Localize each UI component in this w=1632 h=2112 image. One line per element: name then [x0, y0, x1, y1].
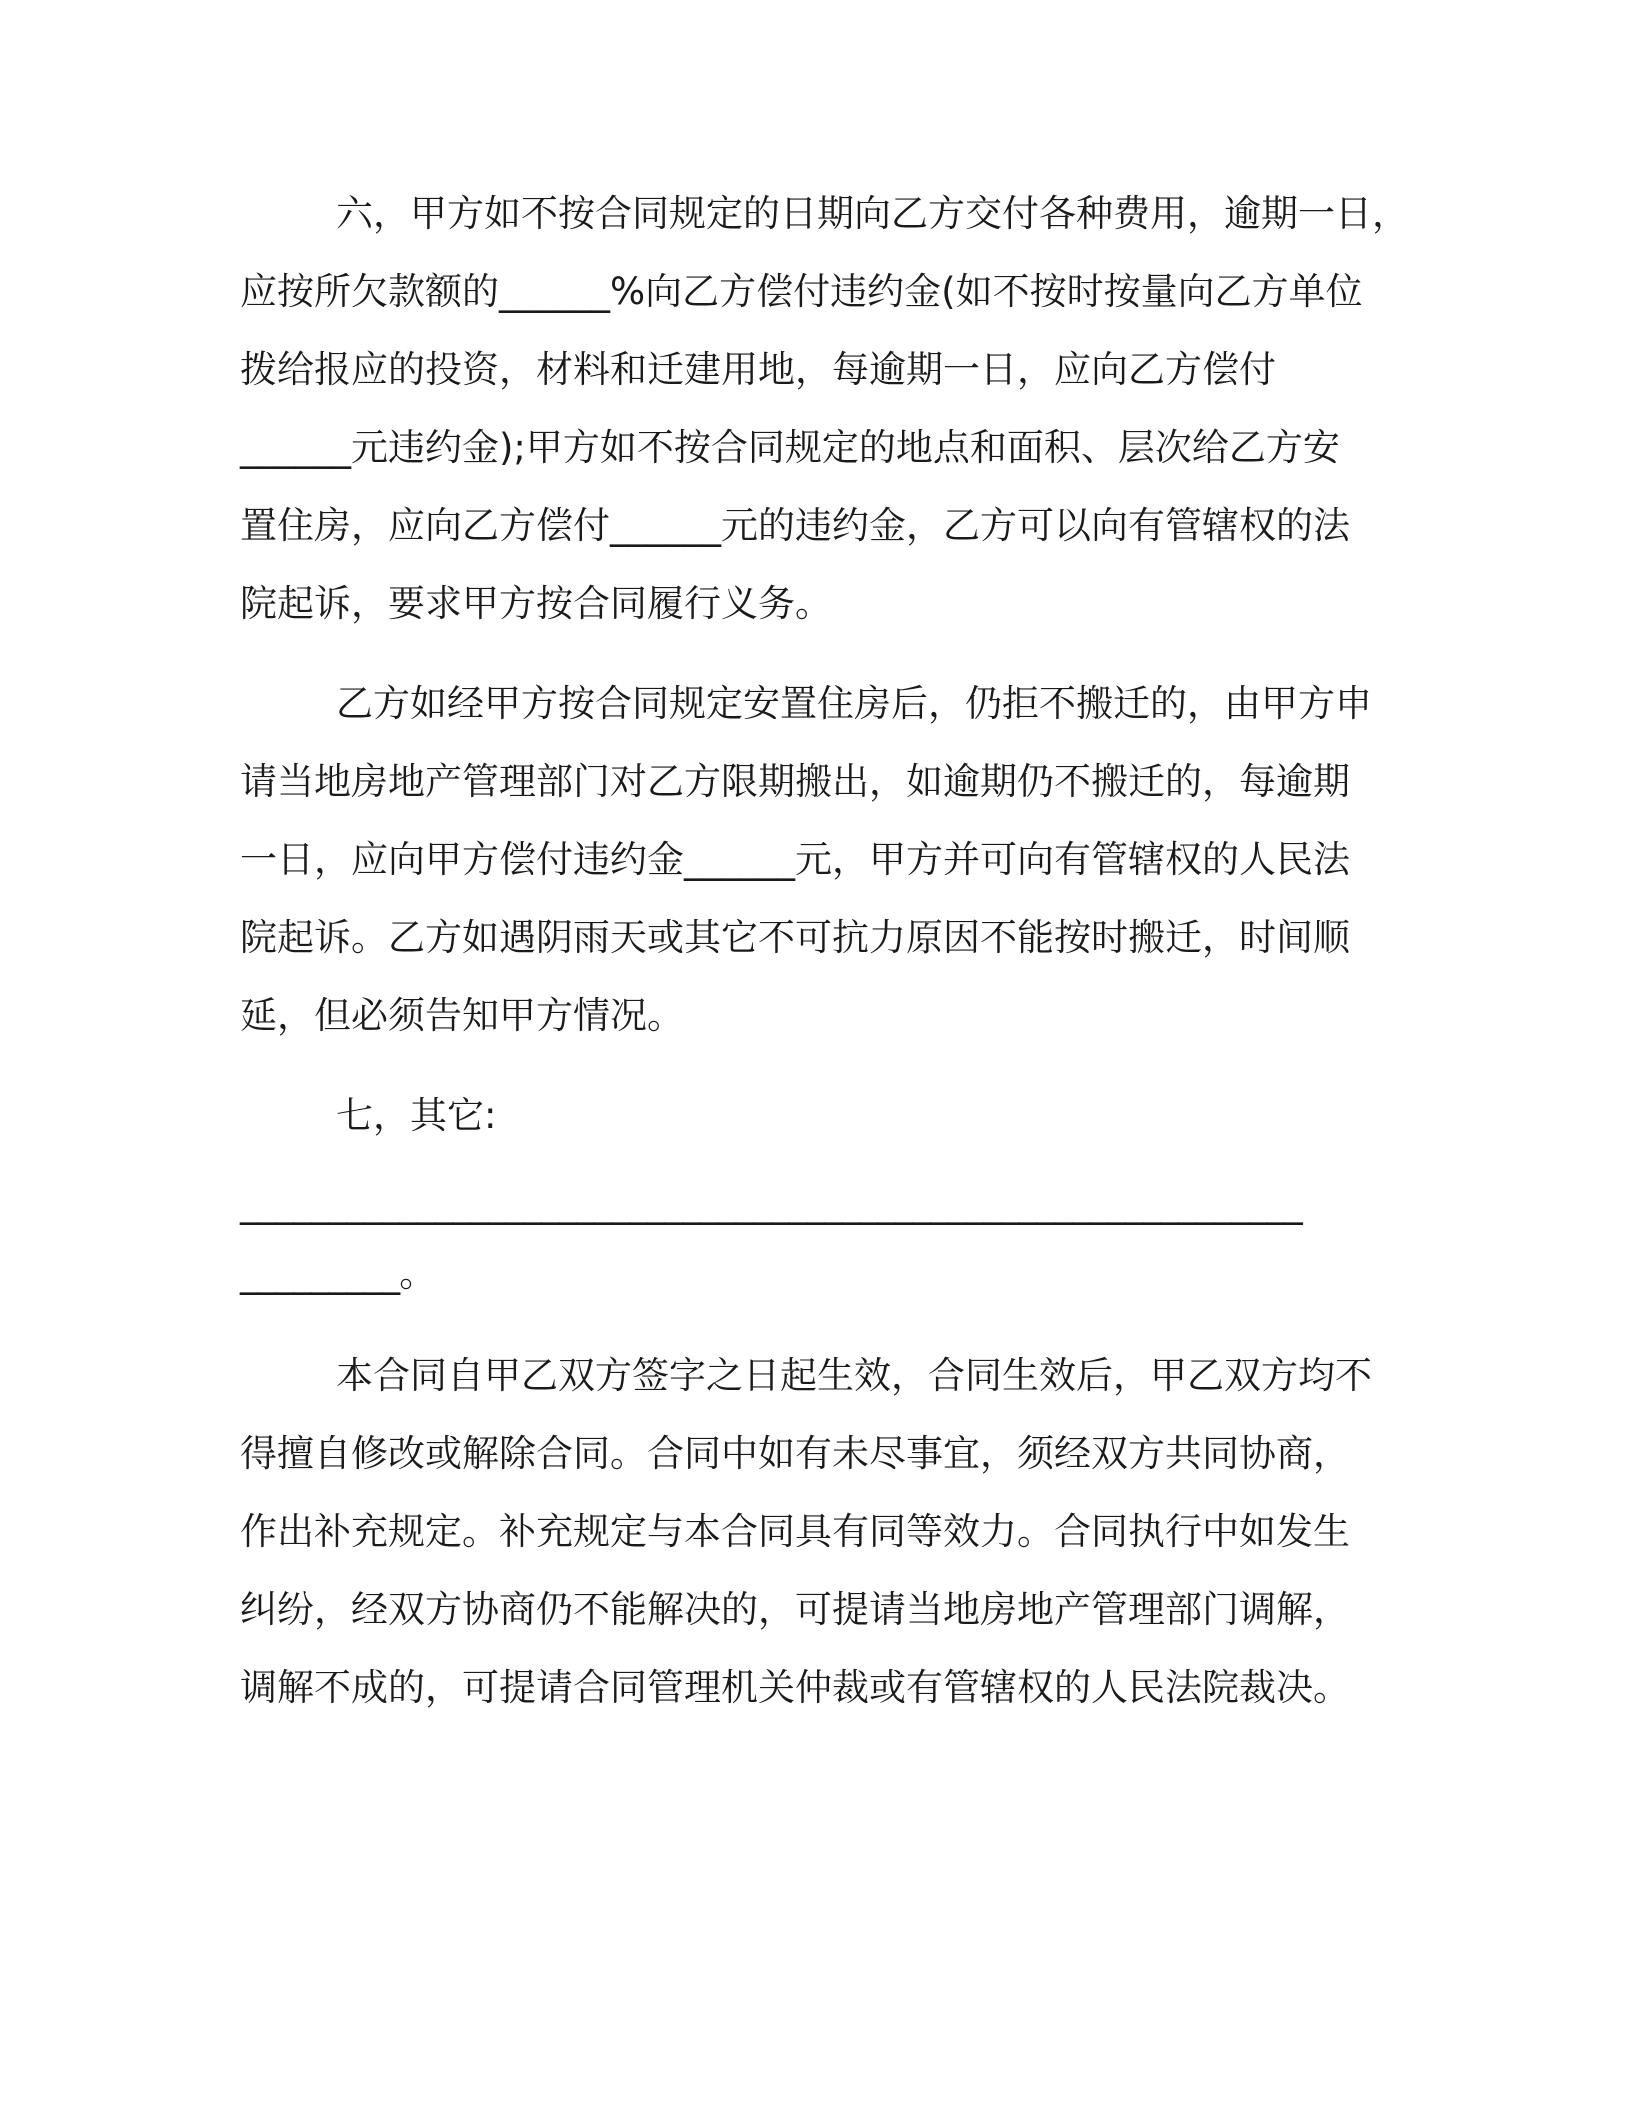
text-line: 置住房，应向乙方偿付______元的违约金，乙方可以向有管辖权的法 — [240, 504, 1350, 547]
text-line: 请当地房地产管理部门对乙方限期搬出，如逾期仍不搬迁的，每逾期 — [240, 760, 1350, 803]
text-line: 拨给报应的投资，材料和迁建用地，每逾期一日，应向乙方偿付 — [240, 348, 1276, 391]
text-line: 六，甲方如不按合同规定的日期向乙方交付各种费用，逾期一日， — [336, 192, 1409, 235]
blank-line: _________。 — [240, 1252, 436, 1295]
text-line: 得擅自修改或解除合同。合同中如有未尽事宜，须经双方共同协商， — [240, 1432, 1350, 1475]
text-line: ______元违约金);甲方如不按合同规定的地点和面积、层次给乙方安 — [240, 426, 1340, 469]
text-line: 应按所欠款额的______%向乙方偿付违约金(如不按时按量向乙方单位 — [240, 270, 1363, 313]
text-line: 一日，应向甲方偿付违约金______元，甲方并可向有管辖权的人民法 — [240, 838, 1350, 881]
text-line: 调解不成的，可提请合同管理机关仲裁或有管辖权的人民法院裁决。 — [240, 1666, 1350, 1709]
section-heading: 七，其它: — [336, 1094, 497, 1137]
blank-line: ____________________________________________________________ — [240, 1182, 1303, 1225]
text-line: 本合同自甲乙双方签字之日起生效，合同生效后，甲乙双方均不 — [336, 1354, 1372, 1397]
text-line: 乙方如经甲方按合同规定安置住房后，仍拒不搬迁的，由甲方申 — [336, 682, 1372, 725]
text-line: 作出补充规定。补充规定与本合同具有同等效力。合同执行中如发生 — [240, 1510, 1350, 1553]
text-line: 纠纷，经双方协商仍不能解决的，可提请当地房地产管理部门调解， — [240, 1588, 1350, 1631]
text-line: 院起诉。乙方如遇阴雨天或其它不可抗力原因不能按时搬迁，时间顺 — [240, 916, 1350, 959]
text-line: 院起诉，要求甲方按合同履行义务。 — [240, 582, 832, 625]
text-line: 延，但必须告知甲方情况。 — [240, 994, 684, 1037]
